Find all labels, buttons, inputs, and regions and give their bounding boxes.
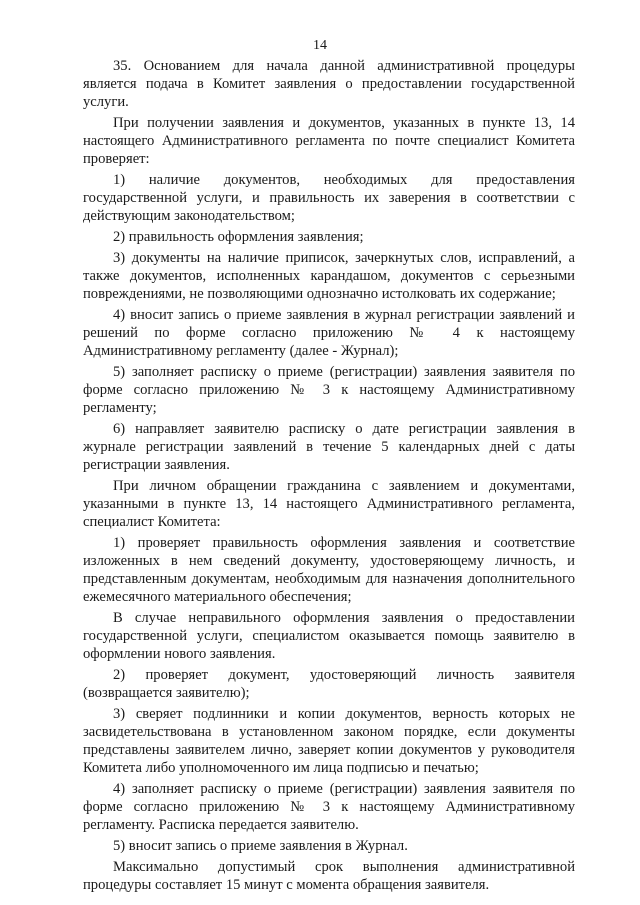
list-item-mail-5: 5) заполняет расписку о приеме (регистрации) заявления заявителя по форме согласно приложению № 3 к настоящему Административному регламенту;	[83, 364, 575, 416]
list-item-personal-5: 5) вносит запись о приеме заявления в Журнал.	[113, 838, 408, 854]
page-number: 14	[313, 38, 327, 53]
paragraph-35-basis: 35. Основанием для начала данной административной процедуры является подача в Комитет заявления о предоставлении государственной услуги.	[83, 58, 575, 110]
document-body	[83, 57, 575, 897]
list-item-mail-3: 3) документы на наличие приписок, зачеркнутых слов, исправлений, а также документов, исполненных карандашом, документов с серьезными повреждениями, не позволяющими однозначно истолковать их содержание;	[83, 250, 575, 302]
list-item-personal-2: 2) проверяет документ, удостоверяющий личность заявителя (возвращается заявителю);	[83, 667, 575, 701]
paragraph-max-time: Максимально допустимый срок выполнения административной процедуры составляет 15 минут с момента обращения заявителя.	[83, 859, 575, 893]
paragraph-personal-intro: При личном обращении гражданина с заявлением и документами, указанными в пункте 13, 14 настоящего Административного регламента, специалист Комитета:	[83, 478, 575, 530]
list-item-mail-2: 2) правильность оформления заявления;	[113, 229, 364, 245]
paragraph-mail-intro: При получении заявления и документов, указанных в пункте 13, 14 настоящего Административного регламента по почте специалист Комитета проверяет:	[83, 115, 575, 167]
paragraph-incorrect-application: В случае неправильного оформления заявления о предоставлении государственной услуги, специалистом оказывается помощь заявителю в оформлении нового заявления.	[83, 610, 575, 662]
list-item-mail-6: 6) направляет заявителю расписку о дате регистрации заявления в журнале регистрации заявлений в течение 5 календарных дней с даты регистрации заявления.	[83, 421, 575, 473]
list-item-mail-4: 4) вносит запись о приеме заявления в журнал регистрации заявлений и решений по форме согласно приложению № 4 к настоящему Административному регламенту (далее - Журнал);	[83, 307, 575, 359]
list-item-personal-1: 1) проверяет правильность оформления заявления и соответствие изложенных в нем сведений документу, удостоверяющему личность, и представленным документам, необходимым для назначения дополнительного ежемесячного материального обеспечения;	[83, 535, 575, 605]
list-item-personal-3: 3) сверяет подлинники и копии документов, верность которых не засвидетельствована в установленном законом порядке, если документы представлены заявителем лично, заверяет копии документов у руководителя Комитета либо уполномоченного им лица подписью и печатью;	[83, 706, 575, 776]
list-item-personal-4: 4) заполняет расписку о приеме (регистрации) заявления заявителя по форме согласно приложению № 3 к настоящему Административному регламенту. Расписка передается заявителю.	[83, 781, 575, 833]
list-item-mail-1: 1) наличие документов, необходимых для предоставления государственной услуги, и правильность их заверения в соответствии с действующим законодательством;	[83, 172, 575, 224]
